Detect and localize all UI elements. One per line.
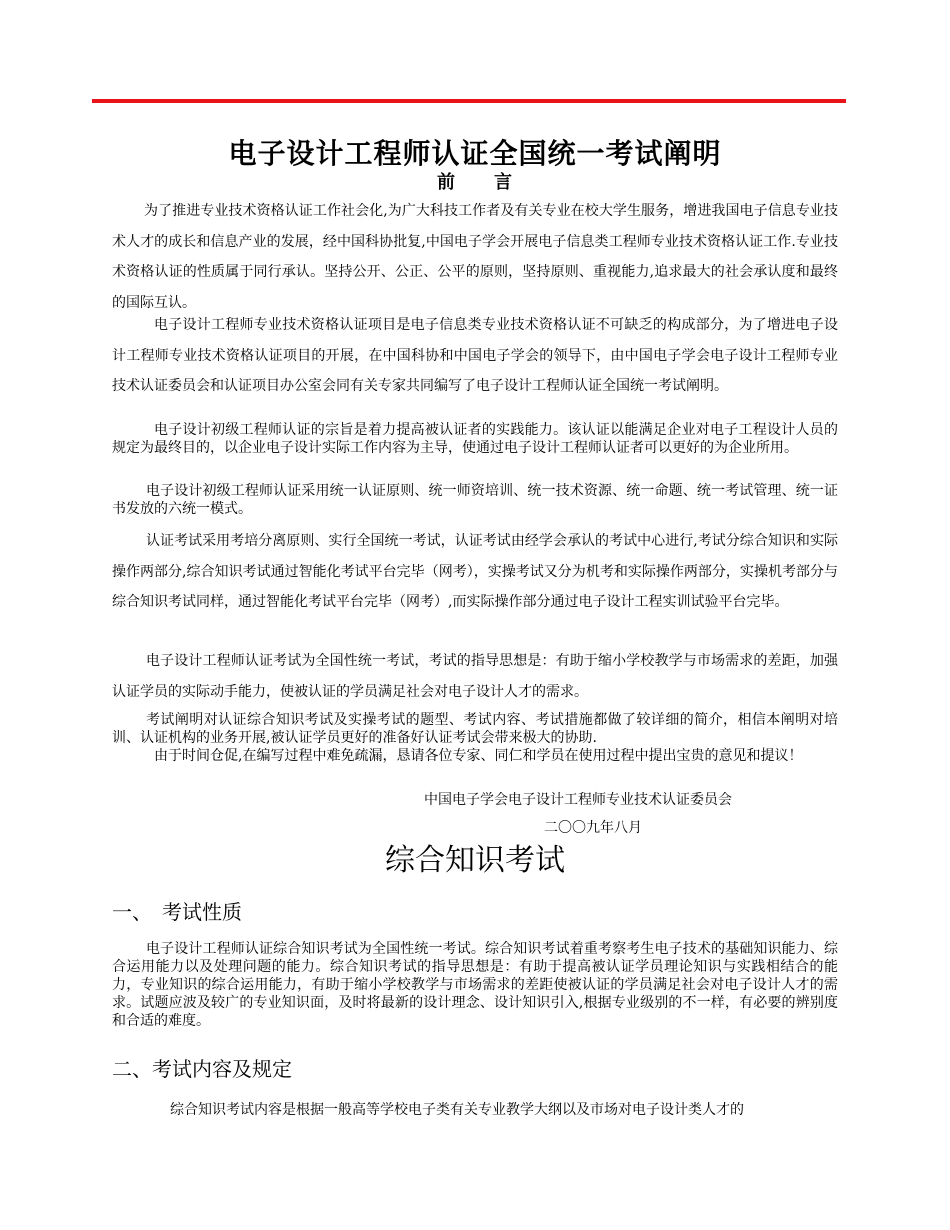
- preface-paragraph-4: 电子设计初级工程师认证采用统一认证原则、统一师资培训、统一技术资源、统一命题、统一考试管理、统一证书发放的六统一模式。: [112, 483, 838, 517]
- preface-paragraph-7: 考试阐明对认证综合知识考试及实操考试的题型、考试内容、考试措施都做了较详细的简介，相信本阐明对培训、认证机构的业务开展,被认证学员更好的准备好认证考试会带来极大的协助.: [112, 712, 838, 746]
- preface-paragraph-3: 电子设计初级工程师认证的宗旨是着力提高被认证者的实践能力。该认证以能满足企业对电子工程设计人员的规定为最终目的，以企业电子设计实际工作内容为主导，使通过电子设计工程师认证者可以更好的为企业所用。: [112, 422, 838, 456]
- preface-paragraph-5: 认证考试采用考培分离原则、实行全国统一考试，认证考试由经学会承认的考试中心进行,考试分综合知识和实际操作两部分,综合知识考试通过智能化考试平台完毕（网考），实操考试又分为机考和实际操作两部分，实操机考部分与综合知识考试同样，通过智能化考试平台完毕（网考）,而实际操作部分通过电子设计工程实训试验平台完毕。: [112, 533, 838, 610]
- preface-paragraph-2: 电子设计工程师专业技术资格认证项目是电子信息类专业技术资格认证不可缺乏的构成部分，为了增进电子设计工程师专业技术资格认证项目的开展，在中国科协和中国电子学会的领导下，由中国电子学会电子设计工程师专业技术认证委员会和认证项目办公室会同有关专家共同编写了电子设计工程师认证全国统一考试阐明。: [112, 317, 838, 394]
- preface-paragraph-8: 由于时间仓促,在编写过程中难免疏漏，恳请各位专家、同仁和学员在使用过程中提出宝贵的意见和提议！: [154, 748, 803, 764]
- preface-paragraph-6: 电子设计工程师认证考试为全国性统一考试，考试的指导思想是：有助于缩小学校教学与市场需求的差距，加强认证学员的实际动手能力，使被认证的学员满足社会对电子设计人才的需求。: [112, 653, 838, 700]
- exam-nature-paragraph: 电子设计工程师认证综合知识考试为全国性统一考试。综合知识考试着重考察考生电子技术的基础知识能力、综合运用能力以及处理问题的能力。综合知识考试的指导思想是：有助于提高被认证学员理论知识与实践相结合的能力，专业知识的综合运用能力，有助于缩小学校教学与市场需求的差距使被认证的学员满足社会对电子设计人才的需求。试题应波及较广的专业知识面，及时将最新的设计理念、设计知识引入,根据专业级别的不一样，有必要的辨别度和合适的难度。: [112, 941, 838, 1029]
- preface-heading: 前 言: [437, 172, 513, 193]
- document-title: 电子设计工程师认证全国统一考试阐明: [228, 137, 722, 170]
- preface-paragraph-1: 为了推进专业技术资格认证工作社会化,为广大科技工作者及有关专业在校大学生服务，增进我国电子信息专业技术人才的成长和信息产业的发展，经中国科协批复,中国电子学会开展电子信息类工程师专业技术资格认证工作.专业技术资格认证的性质属于同行承认。坚持公开、公正、公平的原则，坚持原则、重视能力,追求最大的社会承认度和最终的国际互认。: [112, 203, 838, 311]
- header-rule: [92, 99, 846, 103]
- heading-exam-nature: 一、 考试性质: [112, 900, 242, 924]
- exam-content-paragraph: 综合知识考试内容是根据一般高等学校电子类有关专业教学大纲以及市场对电子设计类人才的: [170, 1102, 744, 1118]
- signature-organization: 中国电子学会电子设计工程师专业技术认证委员会: [424, 792, 732, 808]
- heading-exam-content: 二、考试内容及规定: [112, 1057, 292, 1081]
- signature-date: 二〇〇九年八月: [544, 820, 642, 836]
- section-title: 综合知识考试: [385, 843, 565, 878]
